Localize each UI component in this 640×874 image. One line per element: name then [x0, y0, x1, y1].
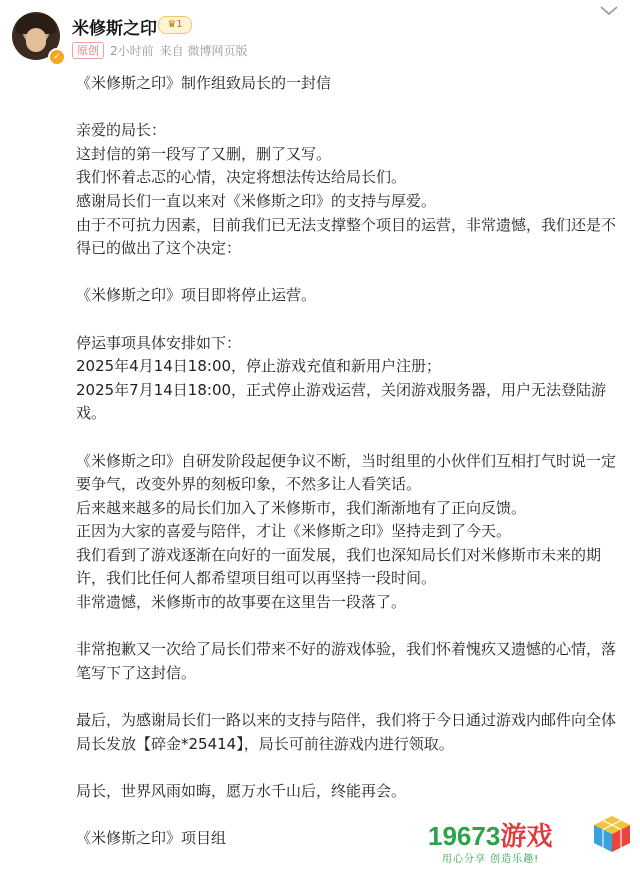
paragraph: 非常抱歉又一次给了局长们带来不好的游戏体验，我们怀着愧疚又遗憾的心情，落笔写下了这封信。 [76, 640, 617, 682]
avatar-face [26, 28, 46, 52]
signature: 《米修斯之印》项目组 [76, 829, 227, 847]
watermark-number: 19673 [428, 821, 501, 851]
paragraph-line: 我们怀着忐忑的心情，决定将想法传达给局长们。 [76, 168, 407, 187]
paragraph-line: 由于不可抗力因素，目前我们已无法支撑整个项目的运营，非常遗憾，我们还是不得已的做出了这个决定： [76, 215, 617, 258]
verified-icon: ✓ [48, 48, 66, 66]
paragraph: 局长，世界风雨如晦，愿万水千山后，终能再会。 [76, 781, 407, 800]
username[interactable]: 米修斯之印 [72, 19, 157, 39]
vip-crown-icon[interactable]: ♛1 [158, 16, 192, 34]
paragraph: 最后，为感谢局长们一路以来的支持与陪伴，我们将于今日通过游戏内邮件向全体局长发放【碎金*25414】，局长可前往游戏内进行领取。 [76, 711, 617, 753]
paragraph-line: 后来越来越多的局长们加入了米修斯市，我们渐渐地有了正向反馈。 [76, 498, 527, 517]
paragraph-line: 《米修斯之印》自研发阶段起便争议不断，当时组里的小伙伴们互相打气时说一定要争气，改变外界的刻板印象，不然多让人看笑话。 [76, 451, 617, 494]
post-meta [72, 42, 247, 59]
post-source: 来自 微博网页版 [159, 44, 248, 58]
site-watermark [428, 810, 640, 874]
original-tag: 原创 [72, 42, 104, 59]
letter-title: 《米修斯之印》制作组致局长的一封信 [76, 74, 332, 92]
vip-level: 1 [176, 19, 183, 30]
schedule-line: 2025年4月14日18:00，停止游戏充值和新用户注册； [76, 357, 442, 376]
watermark-logo [428, 816, 552, 853]
paragraph-line: 我们看到了游戏逐渐在向好的一面发展，我们也深知局长们对米修斯市未来的期许，我们比任何人都希望项目组可以再坚持一段时间。 [76, 545, 602, 588]
paragraph-line: 非常遗憾，米修斯市的故事要在这里告一段落了。 [76, 593, 407, 612]
greeting: 亲爱的局长： [76, 121, 167, 140]
announcement: 《米修斯之印》项目即将停止运营。 [76, 286, 317, 305]
watermark-name: 游戏 [500, 821, 553, 851]
post-content [76, 72, 628, 851]
chevron-down-icon[interactable] [598, 4, 620, 20]
schedule-line: 停运事项具体安排如下： [76, 333, 242, 352]
schedule-line: 2025年7月14日18:00，正式停止游戏运营，关闭游戏服务器，用户无法登陆游戏。 [76, 380, 607, 423]
post-header [0, 0, 640, 70]
cube-logo-icon [592, 814, 632, 854]
paragraph-line: 正因为大家的喜爱与陪伴，才让《米修斯之印》坚持走到了今天。 [76, 522, 512, 541]
post-time[interactable]: 2小时前 [110, 44, 154, 58]
watermark-slogan: 用心分享 创造乐趣! [442, 854, 540, 865]
paragraph-line: 这封信的第一段写了又删，删了又写。 [76, 144, 332, 163]
paragraph-line: 感谢局长们一直以来对《米修斯之印》的支持与厚爱。 [76, 191, 437, 210]
